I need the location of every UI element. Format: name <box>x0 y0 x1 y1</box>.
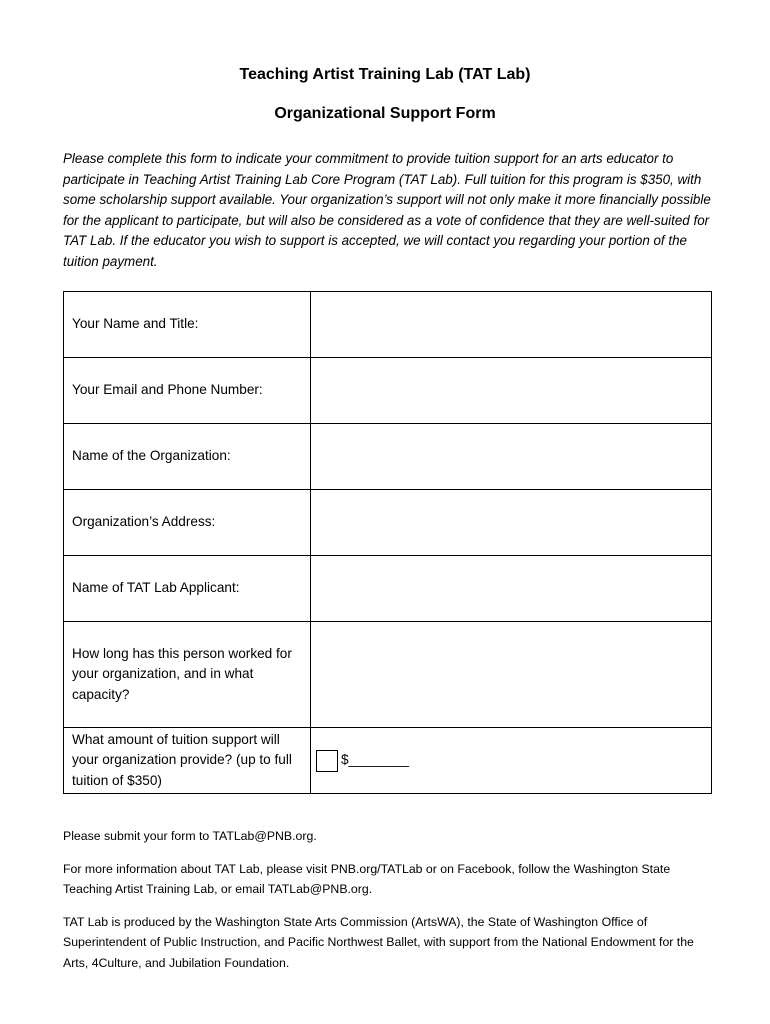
field-input-organization-address[interactable] <box>311 490 712 556</box>
document-title: Teaching Artist Training Lab (TAT Lab) <box>239 66 531 83</box>
form-title: Organizational Support Form <box>274 105 496 122</box>
field-label-applicant-name: Name of TAT Lab Applicant: <box>64 556 311 622</box>
field-label-organization-name: Name of the Organization: <box>64 424 311 490</box>
tuition-amount-blank[interactable]: $________ <box>341 752 410 768</box>
credits: TAT Lab is produced by the Washington State Arts Commission (ArtsWA), the State of Washington Office of Superintendent of Public Instruction, and Pacific Northwest Ballet, with support from the National Endowment for the Arts, 4Culture, and Jubilation Foundation. <box>63 914 694 970</box>
field-input-tenure[interactable] <box>311 622 712 728</box>
field-label-email-phone: Your Email and Phone Number: <box>64 358 311 424</box>
form-row-applicant-name <box>64 556 712 622</box>
footer-notes <box>63 826 713 985</box>
form-row-tenure <box>64 622 712 728</box>
field-label-tenure: How long has this person worked for your organization, and in what capacity? <box>64 622 311 728</box>
field-label-tuition-amount: What amount of tuition support will your organization provide? (up to full tuition of $350) <box>64 728 311 794</box>
form-row-tuition-amount <box>64 728 712 794</box>
tuition-amount-group <box>319 750 703 772</box>
tuition-checkbox[interactable] <box>316 750 338 772</box>
intro-paragraph: Please complete this form to indicate your commitment to provide tuition support for an arts educator to participate in Teaching Artist Training Lab Core Program (TAT Lab). Full tuition for this program is $350, with some scholarship support available. Your organization’s support will not only make it more financially possible for the applicant to participate, but will also be considered as a vote of confidence that they are well-suited for TAT Lab. If the educator you wish to support is accepted, we will contact you regarding your portion of the tuition payment. <box>63 151 711 269</box>
support-form-table <box>63 291 712 794</box>
field-input-email-phone[interactable] <box>311 358 712 424</box>
field-input-applicant-name[interactable] <box>311 556 712 622</box>
field-label-name-title: Your Name and Title: <box>64 292 311 358</box>
submit-instructions: Please submit your form to TATLab@PNB.org. <box>63 829 317 843</box>
form-row-organization-name <box>64 424 712 490</box>
field-input-tuition-amount <box>311 728 712 794</box>
form-row-organization-address <box>64 490 712 556</box>
field-label-organization-address: Organization’s Address: <box>64 490 311 556</box>
form-row-email-phone <box>64 358 712 424</box>
more-info: For more information about TAT Lab, please visit PNB.org/TATLab or on Facebook, follow the Washington State Teaching Artist Training Lab, or email TATLab@PNB.org. <box>63 861 671 896</box>
field-input-name-title[interactable] <box>311 292 712 358</box>
field-input-organization-name[interactable] <box>311 424 712 490</box>
form-row-name-title <box>64 292 712 358</box>
